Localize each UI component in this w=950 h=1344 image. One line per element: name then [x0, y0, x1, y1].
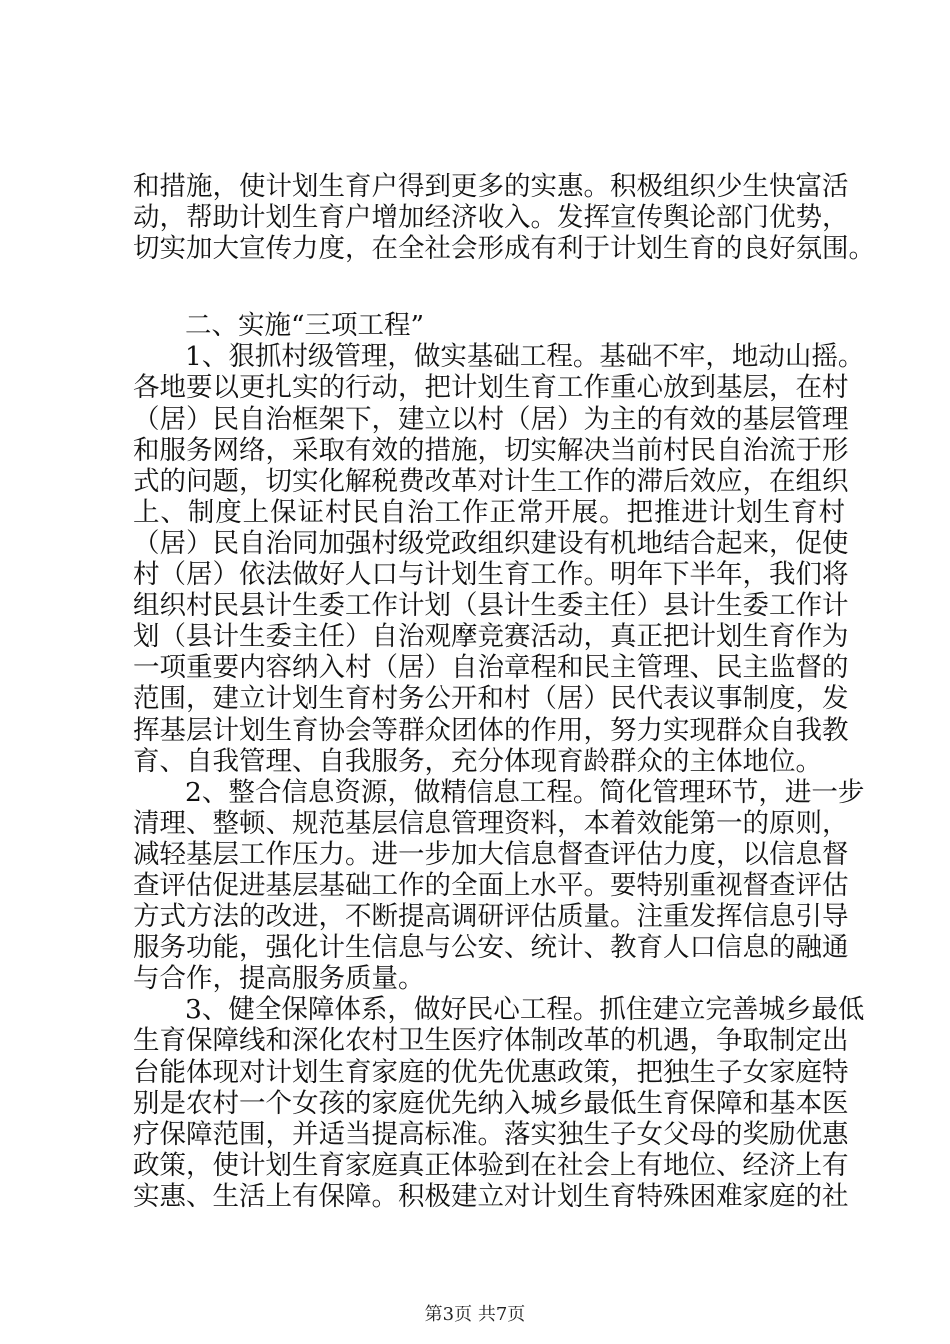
text-line: 生育保障线和深化农村卫生医疗体制改革的机遇，争取制定出: [133, 1025, 849, 1057]
paragraph-3: [133, 994, 865, 1212]
paragraph-2: [133, 776, 865, 995]
text-line: 与合作，提高服务质量。: [133, 963, 425, 995]
text-line: 1、狠抓村级管理，做实基础工程。基础不牢，地动山摇。: [185, 341, 865, 373]
intro-paragraph: [133, 171, 875, 265]
text-line: 清理、整顿、规范基层信息管理资料，本着效能第一的原则，: [133, 807, 849, 839]
text-line: 2、整合信息资源，做精信息工程。简化管理环节，进一步: [185, 776, 865, 808]
document-body: [133, 171, 875, 1212]
text-line: 组织村民县计生委工作计划（县计生委主任）县计生委工作计: [133, 590, 849, 622]
text-line: 和服务网络，采取有效的措施，切实解决当前村民自治流于形: [133, 434, 849, 466]
text-line: 别是农村一个女孩的家庭优先纳入城乡最低生育保障和基本医: [133, 1087, 849, 1119]
text-line: 切实加大宣传力度，在全社会形成有利于计划生育的良好氛围。: [133, 233, 875, 265]
text-line: （居）民自治框架下，建立以村（居）为主的有效的基层管理: [133, 403, 849, 435]
text-line: 各地要以更扎实的行动，把计划生育工作重心放到基层，在村: [133, 372, 849, 404]
text-line: 服务功能，强化计生信息与公安、统计、教育人口信息的融通: [133, 932, 849, 964]
text-line: 划（县计生委主任）自治观摩竞赛活动，真正把计划生育作为: [133, 621, 849, 653]
text-line: 实惠、生活上有保障。积极建立对计划生育特殊困难家庭的社: [133, 1180, 849, 1212]
text-line: 政策，使计划生育家庭真正体验到在社会上有地位、经济上有: [133, 1149, 849, 1181]
text-line: 挥基层计划生育协会等群众团体的作用，努力实现群众自我教: [133, 714, 849, 746]
text-line: 范围，建立计划生育村务公开和村（居）民代表议事制度，发: [133, 683, 849, 715]
text-line: 上、制度上保证村民自治工作正常开展。把推进计划生育村: [133, 496, 845, 528]
text-line: 和措施，使计划生育户得到更多的实惠。积极组织少生快富活: [133, 171, 849, 202]
text-line: （居）民自治同加强村级党政组织建设有机地结合起来，促使: [133, 527, 849, 559]
text-line: 村（居）依法做好人口与计划生育工作。明年下半年，我们将: [133, 559, 849, 591]
paragraph-gap: [133, 264, 845, 310]
text-line: 育、自我管理、自我服务，充分体现育龄群众的主体地位。: [133, 745, 822, 777]
text-line: 一项重要内容纳入村（居）自治章程和民主管理、民主监督的: [133, 652, 849, 684]
paragraph-1: [133, 341, 865, 777]
text-line: 动，帮助计划生育户增加经济收入。发挥宣传舆论部门优势，: [133, 202, 849, 234]
text-line: 台能体现对计划生育家庭的优先优惠政策，把独生子女家庭特: [133, 1056, 849, 1088]
text-line: 方式方法的改进，不断提高调研评估质量。注重发挥信息引导: [133, 901, 849, 933]
text-line: 查评估促进基层基础工作的全面上水平。要特别重视督查评估: [133, 869, 849, 901]
text-line: 式的问题，切实化解税费改革对计生工作的滞后效应，在组织: [133, 465, 849, 497]
section-heading: 二、实施“三项工程”: [185, 310, 425, 342]
page-number-footer: 第3页 共7页: [424, 1304, 526, 1325]
text-line: 疗保障范围，并适当提高标准。落实独生子女父母的奖励优惠: [133, 1118, 849, 1150]
text-line: 3、健全保障体系，做好民心工程。抓住建立完善城乡最低: [185, 994, 865, 1026]
text-line: 减轻基层工作压力。进一步加大信息督查评估力度，以信息督: [133, 838, 849, 870]
